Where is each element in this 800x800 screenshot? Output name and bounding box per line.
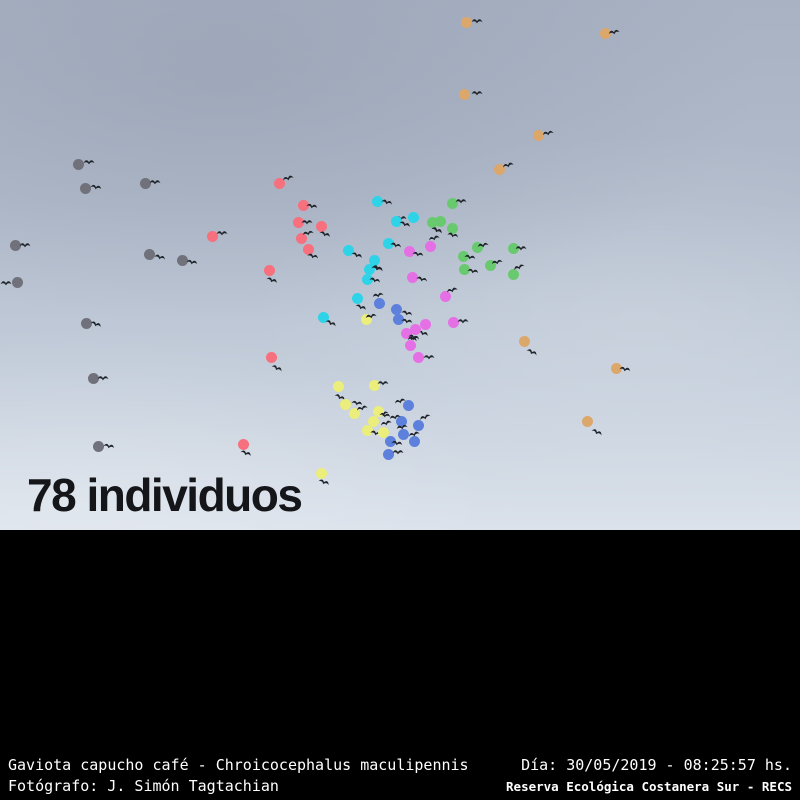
bird-silhouette xyxy=(455,197,467,205)
bird-silhouette xyxy=(216,229,228,237)
bird-silhouette xyxy=(281,173,295,184)
bird-silhouette xyxy=(512,261,526,273)
bird-silhouette xyxy=(318,228,332,240)
location-label: Reserva Ecológica Costanera Sur - RECS xyxy=(506,779,792,794)
bird-silhouette xyxy=(380,197,394,208)
bird-silhouette xyxy=(153,252,167,263)
bird-silhouette xyxy=(590,426,604,438)
bird-silhouette xyxy=(317,476,331,488)
bird-silhouette xyxy=(149,178,161,186)
bird-marker-dot xyxy=(413,352,424,363)
bird-silhouette xyxy=(471,17,483,25)
bird-silhouette xyxy=(97,374,109,382)
bird-silhouette xyxy=(350,249,364,261)
bird-marker-dot xyxy=(12,277,23,288)
bird-silhouette xyxy=(415,274,429,285)
bird-silhouette xyxy=(618,364,631,374)
bird-silhouette xyxy=(83,158,95,166)
bird-silhouette xyxy=(354,301,368,313)
bird-silhouette xyxy=(239,447,253,459)
bird-silhouette xyxy=(457,317,469,325)
bird-marker-dot xyxy=(461,17,472,28)
bird-marker-dot xyxy=(459,89,470,100)
bird-silhouette xyxy=(466,266,479,276)
bird-silhouette xyxy=(445,285,459,296)
bird-silhouette xyxy=(301,218,313,226)
bird-silhouette xyxy=(423,353,435,361)
bird-marker-dot xyxy=(582,416,593,427)
individual-count-label: 78 individuos xyxy=(27,469,302,521)
bird-silhouette xyxy=(306,251,320,262)
bird-silhouette xyxy=(392,448,404,456)
bird-silhouette xyxy=(490,257,503,267)
bird-silhouette xyxy=(541,128,554,138)
bird-silhouette xyxy=(324,317,338,329)
bird-silhouette xyxy=(364,311,377,321)
bird-marker-dot xyxy=(340,399,351,410)
bird-silhouette xyxy=(471,89,483,97)
bird-silhouette xyxy=(389,240,403,251)
bird-silhouette xyxy=(418,411,432,423)
bird-silhouette xyxy=(525,346,539,358)
bird-silhouette xyxy=(301,228,314,238)
photographer-label: Fotógrafo: J. Simón Tagtachian xyxy=(8,777,279,795)
bird-marker-dot xyxy=(333,381,344,392)
bird-silhouette xyxy=(305,201,318,211)
bird-silhouette xyxy=(501,160,515,171)
bird-silhouette xyxy=(89,318,103,330)
bird-silhouette xyxy=(19,241,31,249)
bird-silhouette xyxy=(185,257,198,267)
bird-silhouette xyxy=(476,240,489,250)
bird-silhouette xyxy=(515,244,527,252)
bird-silhouette xyxy=(607,27,620,37)
bird-silhouette xyxy=(102,441,115,451)
bird-silhouette xyxy=(377,379,389,387)
caption-row-2 xyxy=(8,777,792,795)
bird-silhouette xyxy=(446,230,460,241)
bird-silhouette xyxy=(270,362,284,374)
caption-row-1 xyxy=(8,756,792,774)
bird-silhouette xyxy=(265,274,279,286)
bird-silhouette xyxy=(355,403,369,414)
caption-bar xyxy=(0,530,800,800)
bird-marker-dot xyxy=(266,352,277,363)
bird-silhouette xyxy=(427,233,441,244)
bird-silhouette xyxy=(0,279,12,287)
bird-silhouette xyxy=(89,182,102,192)
bird-silhouette xyxy=(411,249,424,259)
bird-marker-dot xyxy=(73,159,84,170)
species-label: Gaviota capucho café - Chroicocephalus maculipennis xyxy=(8,756,469,774)
bird-silhouette xyxy=(400,316,413,326)
date-time-label: Día: 30/05/2019 - 08:25:57 hs. xyxy=(521,756,792,774)
